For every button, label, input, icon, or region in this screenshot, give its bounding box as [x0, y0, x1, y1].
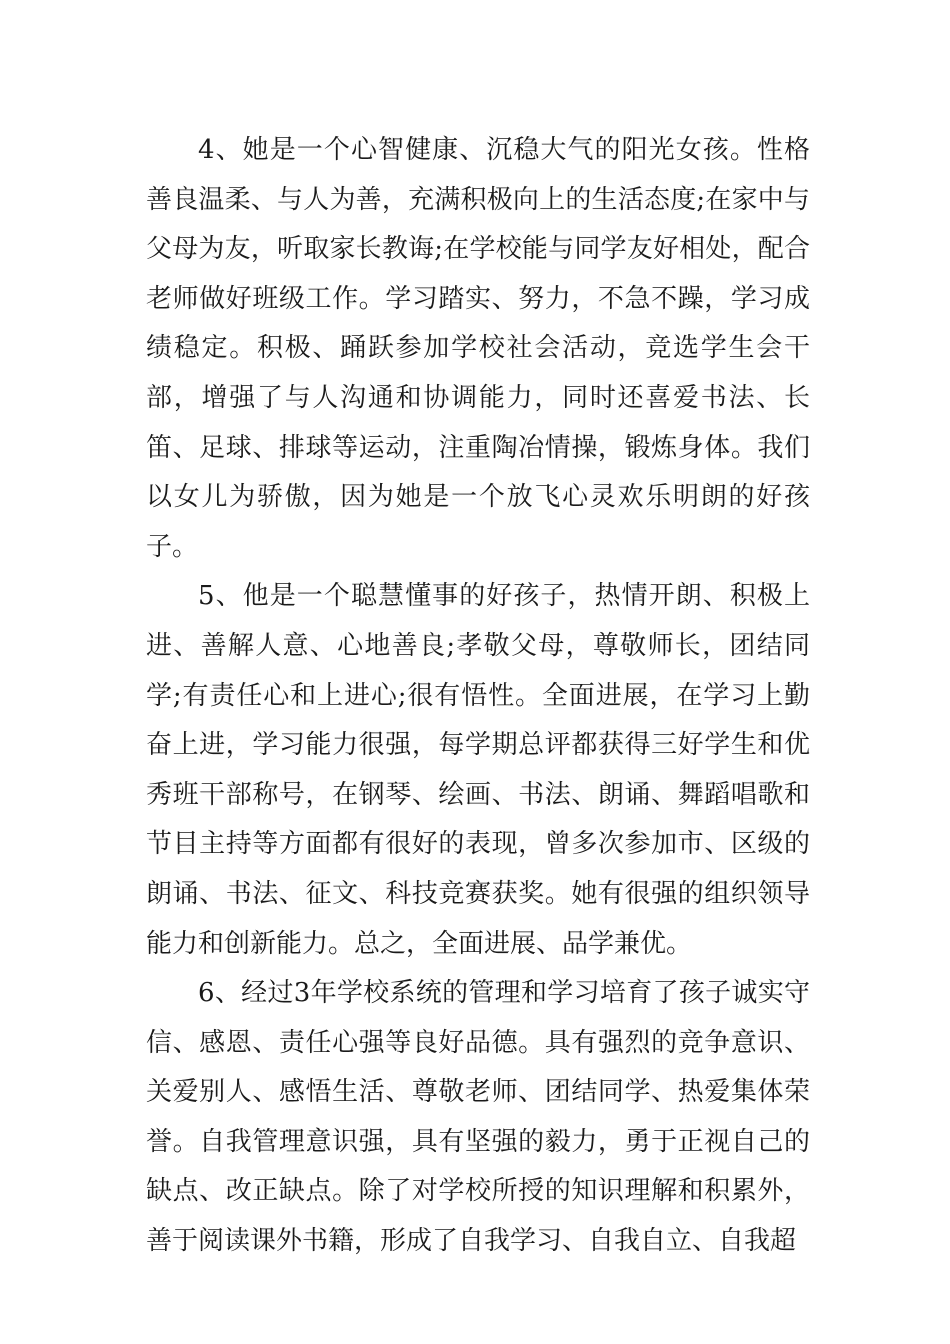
paragraph-4: 4、她是一个心智健康、沉稳大气的阳光女孩。性格善良温柔、与人为善，充满积极向上的生活态度;在家中与父母为友，听取家长教诲;在学校能与同学友好相处，配合老师做好班级工作。学习踏实、努力，不急不躁，学习成绩稳定。积极、踊跃参加学校社会活动，竞选学生会干部，增强了与人沟通和协调能力，同时还喜爱书法、长笛、足球、排球等运动，注重陶冶情操，锻炼身体。我们以女儿为骄傲，因为她是一个放飞心灵欢乐明朗的好孩子。 [146, 135, 810, 562]
document-body [146, 126, 810, 1267]
paragraph-6: 6、经过3年学校系统的管理和学习培育了孩子诚实守信、感恩、责任心强等良好品德。具有强烈的竞争意识、关爱别人、感悟生活、尊敬老师、团结同学、热爱集体荣誉。自我管理意识强，具有坚强的毅力，勇于正视自己的缺点、改正缺点。除了对学校所授的知识理解和积累外，善于阅读课外书籍，形成了自我学习、自我自立、自我超 [146, 978, 810, 1257]
paragraph-5: 5、他是一个聪慧懂事的好孩子，热情开朗、积极上进、善解人意、心地善良;孝敬父母，尊敬师长，团结同学;有责任心和上进心;很有悟性。全面进展，在学习上勤奋上进，学习能力很强，每学期总评都获得三好学生和优秀班干部称号，在钢琴、绘画、书法、朗诵、舞蹈唱歌和节目主持等方面都有很好的表现，曾多次参加市、区级的朗诵、书法、征文、科技竞赛获奖。她有很强的组织领导能力和创新能力。总之，全面进展、品学兼优。 [146, 581, 810, 959]
